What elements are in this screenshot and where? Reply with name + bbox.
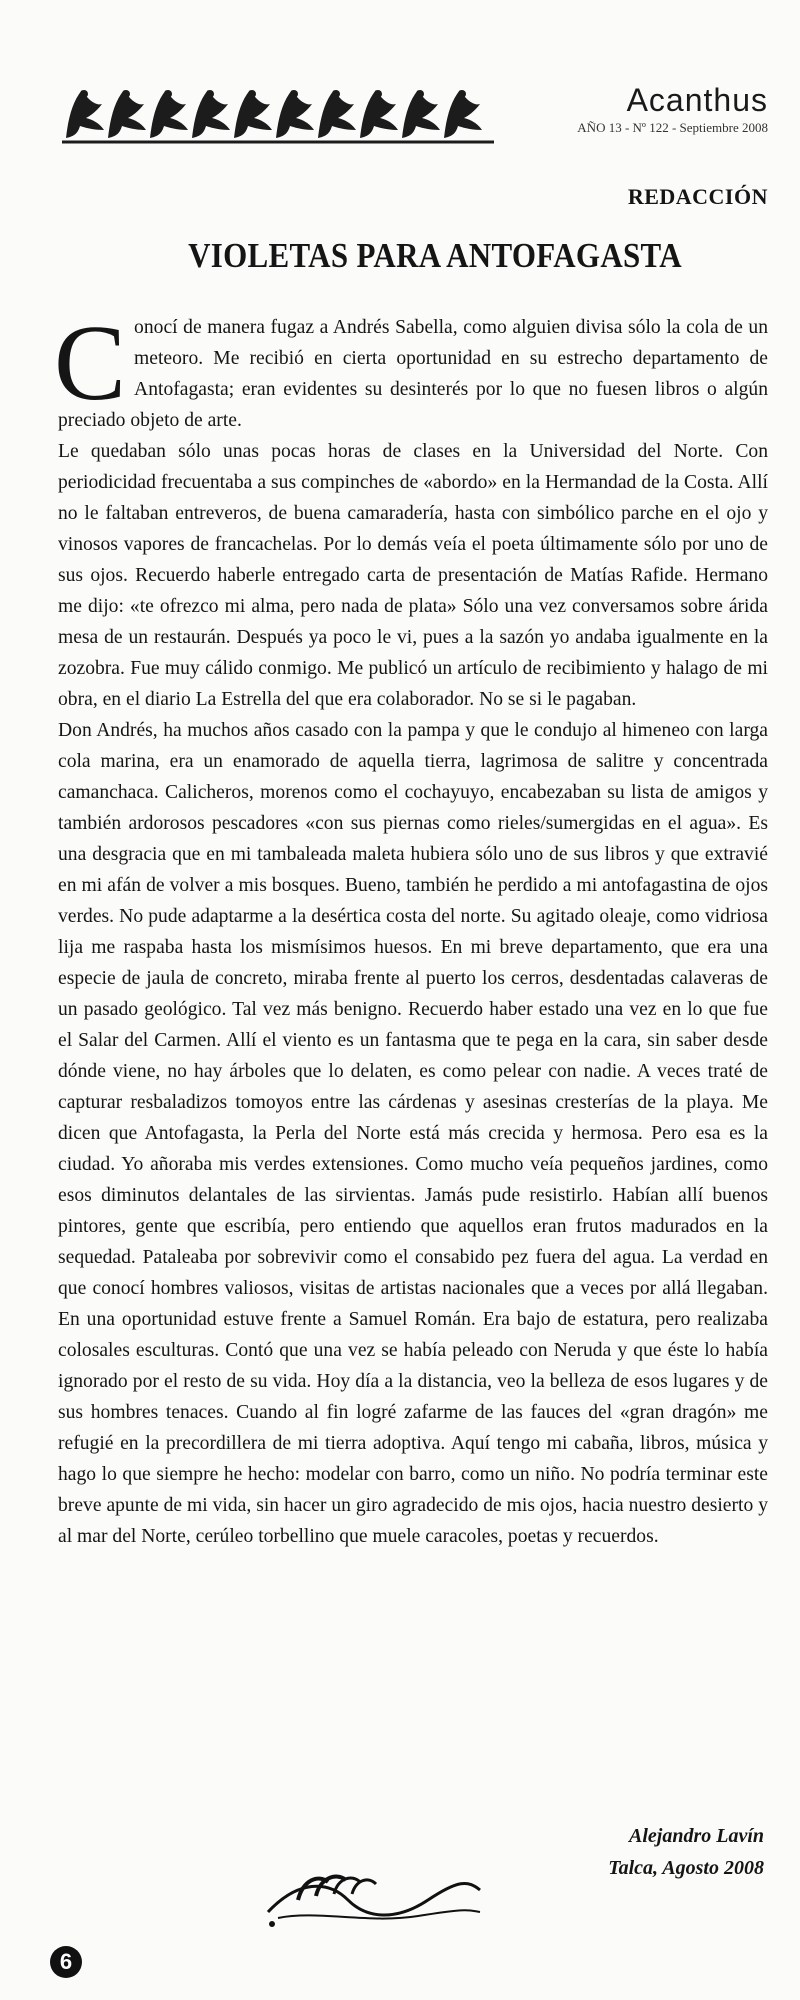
author-name: Alejandro Lavín: [628, 1825, 764, 1847]
leaf-curl: [290, 90, 298, 98]
leaf-curl: [164, 90, 172, 98]
signature-block: [608, 1820, 764, 1884]
flourish-icon: [258, 1860, 488, 1932]
paragraph-1-text: onocí de manera fugaz a Andrés Sabella, como alguien divisa sólo la cola de un meteoro. Me recibió en cierta oportunidad en su estrecho departamento de Antofagasta; eran evidentes su desinterés por lo que no fuesen libros o algún preciado objeto de arte.: [58, 317, 768, 431]
masthead: [577, 80, 768, 136]
magazine-title: Acanthus: [626, 82, 768, 118]
article-title: VIOLETAS PARA ANTOFAGASTA: [188, 235, 682, 276]
leaf-curl: [416, 90, 424, 98]
leaf-curl: [248, 90, 256, 98]
leaf-curl: [374, 90, 382, 98]
leaf-curl: [458, 90, 466, 98]
leaf-curl: [80, 90, 88, 98]
issue-info: AÑO 13 - Nº 122 - Septiembre 2008: [577, 120, 768, 135]
article-body: [54, 304, 768, 1552]
paragraph-3: Don Andrés, ha muchos años casado con la pampa y que le condujo al himeneo con larga cola marina, era un enamorado de aquella tierra, lagrimosa de salitre y concentrada camanchaca. Calicheros, morenos como el cochayuyo, encabezaban su lista de amigos y también ardorosos pescadores «con sus piernas como rieles/sumergidas en el agua». Es una desgracia que en mi tambaleada maleta hubiera sólo uno de sus libros y que extravié en mi afán de volver a mis bosques. Bueno, también he perdido a mi antofagastina de ojos verdes. No pude adaptarme a la desértica costa del norte. Su agitado oleaje, como vidriosa lija me raspaba hasta los mismísimos huesos. En mi breve departamento, que era una especie de jaula de concreto, miraba frente al puerto los cerros, desdentadas calaveras de un pasado geológico. Tal vez más benigno. Recuerdo haber estado una vez en lo que fue el Salar del Carmen. Allí el viento es un fantasma que te pega en la cara, sin saber desde dónde viene, no hay árboles que lo delaten, es como pelear con nadie. A veces traté de capturar resbaladizos tomoyos entre las cárdenas y asesinas cresterías de la playa. Me dicen que Antofagasta, la Perla del Norte está más crecida y hermosa. Pero esa es la ciudad. Yo añoraba mis verdes extensiones. Como mucho veía pequeños jardines, como esos diminutos delantales de las sirvientas. Jamás pude resistirlo. Habían allí buenos pintores, gente que escribía, pero entiendo que aquellos eran frutos madurados en la sequedad. Pataleaba por sobrevivir como el consabido pez fuera del agua. La verdad en que conocí hombres valiosos, visitas de artistas nacionales que a veces por allá llegaban. En una oportunidad estuve frente a Samuel Román. Era bajo de estatura, pero realizaba colosales esculturas. Contó que una vez se había peleado con Neruda y que éste lo había ignorado por el resto de su vida. Hoy día a la distancia, veo la belleza de esos lugares y de sus hombres tenaces. Cuando al fin logré zafarme de las fauces del «gran dragón» me refugié en la precordillera de mi tierra adoptiva. Aquí tengo mi cabaña, libros, música y hago lo que siempre he hecho: modelar con barro, como un niño. No podría terminar este breve apunte de mi vida, sin hacer un giro agradecido de mis ojos, hacia nuestro desierto y al mar del Norte, cerúleo torbellino que muele caracoles, poetas y recuerdos.: [58, 720, 768, 1547]
leaf-curl: [332, 90, 340, 98]
paragraph-1: [54, 304, 768, 436]
page-number: 6: [50, 1946, 82, 1978]
paragraph-2: Le quedaban sólo unas pocas horas de clases en la Universidad del Norte. Con periodicidad frecuentaba a sus compinches de «abordo» en la Hermandad de la Costa. Allí no le faltaban entreveros, de buena camaradería, hasta con simbólico parche en el ojo y vinosos vapores de francachelas. Por lo demás veía el poeta últimamente sólo por uno de sus ojos. Recuerdo haberle entregado carta de presentación de Matías Rafide. Hermano me dijo: «te ofrezco mi alma, pero nada de plata» Sólo una vez conversamos sobre árida mesa de un restaurán. Después ya poco le vi, pues a la sazón yo andaba igualmente en la zozobra. Fue muy cálido conmigo. Me publicó un artículo de recibimiento y halago de mi obra, en el diario La Estrella del que era colaborador. No se si le pagaban.: [58, 441, 768, 710]
section-label: REDACCIÓN: [627, 184, 768, 209]
leaf-curl: [122, 90, 130, 98]
drop-cap: C: [54, 304, 127, 423]
leaf-curl: [206, 90, 214, 98]
acanthus-leaf-ornament-icon: [58, 80, 498, 152]
place-date: Talca, Agosto 2008: [608, 1857, 764, 1879]
